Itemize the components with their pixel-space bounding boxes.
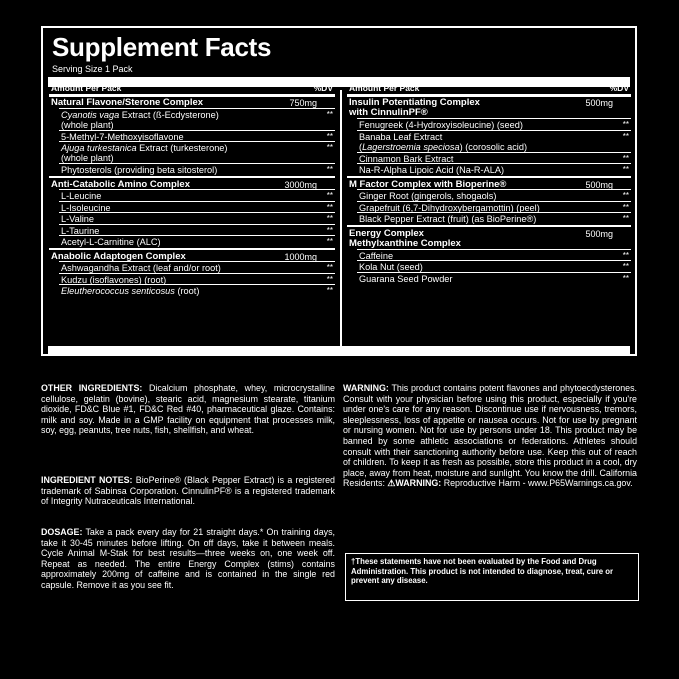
- ingredient-name: Ajuga turkestanica Extract (turkesterone): [61, 143, 228, 153]
- ingredient-row: [43, 225, 341, 236]
- ingredient-row: [43, 213, 341, 224]
- amount-per-pack-header: Amount Per Pack: [349, 83, 420, 93]
- row-rule: [49, 176, 335, 178]
- complex-row: [341, 179, 637, 190]
- ingredient-row: [43, 109, 341, 130]
- complex-name: Anti-Catabolic Amino Complex: [51, 178, 190, 190]
- row-rule: [49, 248, 335, 250]
- dv-value: **: [326, 214, 333, 223]
- left-column-header: [43, 80, 341, 94]
- dv-value: **: [622, 202, 629, 212]
- ingredient-name: L-Isoleucine: [61, 202, 111, 213]
- complex-name-line2: Methylxanthine Complex: [349, 237, 461, 249]
- ingredient-name: Kudzu (isoflavones) (root): [61, 274, 167, 285]
- dv-value: **: [326, 263, 333, 272]
- ingredient-row: [341, 250, 637, 261]
- ingredient-notes: [41, 475, 335, 507]
- dv-value: **: [622, 131, 629, 141]
- ingredient-row: [341, 164, 637, 175]
- dv-value: **: [622, 120, 629, 129]
- ingredient-name: Na-R-Alpha Lipoic Acid (Na-R-ALA): [359, 165, 505, 175]
- ingredient-name: Acetyl-L-Carnitine (ALC): [61, 237, 161, 247]
- dv-value: **: [326, 109, 333, 119]
- ingredient-name: Caffeine: [359, 250, 394, 261]
- serving-size: Serving Size 1 Pack: [52, 64, 133, 74]
- ingredient-row: [341, 213, 637, 224]
- complex-name: Energy Complex: [349, 227, 424, 239]
- ingredient-name: L-Taurine: [61, 225, 100, 236]
- dv-value: **: [326, 225, 333, 235]
- prop65-warning-label: ⚠WARNING:: [387, 478, 442, 489]
- dv-value: **: [622, 250, 629, 260]
- complex-row: [341, 97, 637, 118]
- warning-text: This product contains potent flavones and phytoecdysterones. Consult with your physician before using this product, especially if you're under one's care for any reason. Discontinue use if nervousness, tremors, sleeplessness, loss of appetite or nausea occurs. Not for use by pregnant or nursing women. Not for use by persons under 18. This product may be banned by some athletic associations or federations. Athletes should consult with their sanctioning authority before use. Keep this out of reach of children. To keep it as fresh as possible, store this product in a cool, dry place, away from heat, moisture and sunlight. You know the drill. California Residents:: [343, 383, 637, 489]
- ingredient-name: Cinnamon Bark Extract: [359, 153, 454, 164]
- dv-value: **: [326, 143, 333, 152]
- ingredient-row: [43, 262, 341, 273]
- amount-per-pack-header: Amount Per Pack: [51, 83, 122, 93]
- ingredient-row: [43, 131, 341, 142]
- right-column-header: [341, 80, 637, 94]
- left-column: [43, 80, 341, 296]
- ingredient-name-line2: (Lagerstroemia speciosa) (corosolic acid): [359, 141, 527, 152]
- complex-amount: 500mg: [585, 179, 613, 190]
- ingredient-row: [43, 236, 341, 247]
- ingredient-name: Phytosterols (providing beta sitosterol): [61, 165, 218, 175]
- ingredient-row: [341, 261, 637, 272]
- ingredient-name: Guarana Seed Powder: [359, 273, 453, 284]
- complex-row: [43, 251, 341, 262]
- complex-amount: 500mg: [585, 98, 613, 108]
- complex-amount: 1000mg: [284, 251, 317, 262]
- ingredient-row: [43, 190, 341, 201]
- ingredient-name: Ashwagandha Extract (leaf and/or root): [61, 263, 221, 273]
- ingredient-name: Kola Nut (seed): [359, 262, 423, 272]
- ingredient-name: Grapefruit (6,7-Dihydroxybergamottin) (peel): [359, 202, 540, 213]
- complex-amount: 3000mg: [284, 179, 317, 190]
- ingredient-name: L-Leucine: [61, 191, 102, 201]
- dv-header: %DV: [313, 83, 333, 93]
- dv-value: **: [622, 153, 629, 163]
- complex-name: Insulin Potentiating Complex: [349, 97, 480, 108]
- ingredient-row: [43, 202, 341, 213]
- complex-row: [43, 97, 341, 108]
- dv-value: **: [622, 191, 629, 200]
- ingredient-name-line2: (whole plant): [61, 119, 114, 130]
- ingredient-name: Cyanotis vaga Extract (ß-Ecdysterone): [61, 109, 219, 120]
- ingredient-row: [341, 190, 637, 201]
- ingredient-name: 5-Methyl-7-Methoxyisoflavone: [61, 131, 184, 142]
- other-ingredients-label: OTHER INGREDIENTS:: [41, 383, 143, 393]
- row-rule: [347, 176, 631, 178]
- ingredient-notes-text: BioPerine® (Black Pepper Extract) is a registered trademark of Sabinsa Corporation. CinnulinPF® is a registered trademark of Integrity Nutraceuticals International.: [41, 475, 335, 507]
- other-ingredients: [41, 383, 335, 436]
- complex-row: [341, 228, 637, 249]
- dv-value: **: [326, 274, 333, 284]
- ingredient-row: [341, 273, 637, 284]
- dosage-text: Take a pack every day for 21 straight days.* On training days, take it 30-45 minutes before lifting. On off days, take it between meals. Cycle Animal M-Stak for best results—three weeks on, one week off. Repeat as needed. The entire Energy Complex (stims) contains approximately 200mg of caffeine and is contained in the single red capsule. Remove it as you see fit.: [41, 527, 335, 590]
- ingredient-name: Banaba Leaf Extract: [359, 131, 443, 142]
- ingredient-name: Ginger Root (gingerols, shogaols): [359, 191, 497, 201]
- ingredient-name: Black Pepper Extract (fruit) (as BioPerine®): [359, 214, 537, 224]
- ingredient-row: [43, 164, 341, 175]
- warning-label: WARNING:: [343, 383, 389, 393]
- ingredient-row: [43, 274, 341, 285]
- dv-value: **: [622, 214, 629, 223]
- complex-amount: 500mg: [585, 228, 613, 239]
- row-rule: [347, 225, 631, 227]
- ingredient-row: [341, 119, 637, 130]
- complex-name: Anabolic Adaptogen Complex: [51, 250, 186, 262]
- ingredient-name: Fenugreek (4-Hydroxyisoleucine) (seed): [359, 120, 523, 130]
- complex-name: M Factor Complex with Bioperine®: [349, 178, 507, 190]
- complex-name-line2: with CinnulinPF®: [349, 107, 428, 118]
- dosage-label: DOSAGE:: [41, 527, 83, 537]
- dv-value: **: [326, 202, 333, 212]
- fda-disclaimer-text: †These statements have not been evaluated by the Food and Drug Administration. This product is not intended to diagnose, treat, cure or prevent any disease.: [351, 557, 614, 586]
- ingredient-row: [341, 153, 637, 164]
- ingredient-notes-label: INGREDIENT NOTES:: [41, 475, 133, 485]
- dv-value: **: [622, 273, 629, 283]
- prop65-warning-text: Reproductive Harm - www.P65Warnings.ca.gov.: [443, 478, 633, 489]
- ingredient-row: [341, 202, 637, 213]
- ingredient-row: [341, 131, 637, 152]
- dv-value: **: [326, 165, 333, 174]
- dv-header: %DV: [609, 83, 629, 93]
- supplement-facts-panel: [41, 26, 637, 356]
- ingredient-name: Eleutherococcus senticosus (root): [61, 286, 200, 296]
- other-ingredients-text: Dicalcium phosphate, whey, microcrystalline cellulose, gelatin (bovine), stearic acid, magnesium stearate, titanium dioxide, FD&C Blue #1, FD&C Red #40, pharmaceutical glaze. Contains: milk and soy. Made in a GMP facility on equipment that processes milk, soy, egg, peanuts, tree nuts, fish, shellfish, and wheat.: [41, 383, 335, 436]
- panel-title: Supplement Facts: [52, 32, 272, 62]
- ingredient-row: [43, 142, 341, 163]
- right-column: [341, 80, 637, 283]
- fda-disclaimer-box: [345, 553, 639, 601]
- complex-row: [43, 179, 341, 190]
- ingredient-name-line2: (whole plant): [61, 153, 114, 163]
- complex-name: Natural Flavone/Sterone Complex: [51, 97, 204, 108]
- dv-value: **: [326, 191, 333, 200]
- dv-value: **: [622, 165, 629, 174]
- ingredient-name: L-Valine: [61, 214, 95, 224]
- dosage: [41, 527, 335, 591]
- dv-value: **: [326, 286, 333, 295]
- dv-value: **: [326, 237, 333, 246]
- thick-rule-bottom: [48, 346, 630, 354]
- complex-amount: 750mg: [289, 98, 317, 108]
- warning: [343, 383, 637, 489]
- ingredient-row: [43, 285, 341, 296]
- dv-value: **: [622, 262, 629, 271]
- dv-value: **: [326, 131, 333, 141]
